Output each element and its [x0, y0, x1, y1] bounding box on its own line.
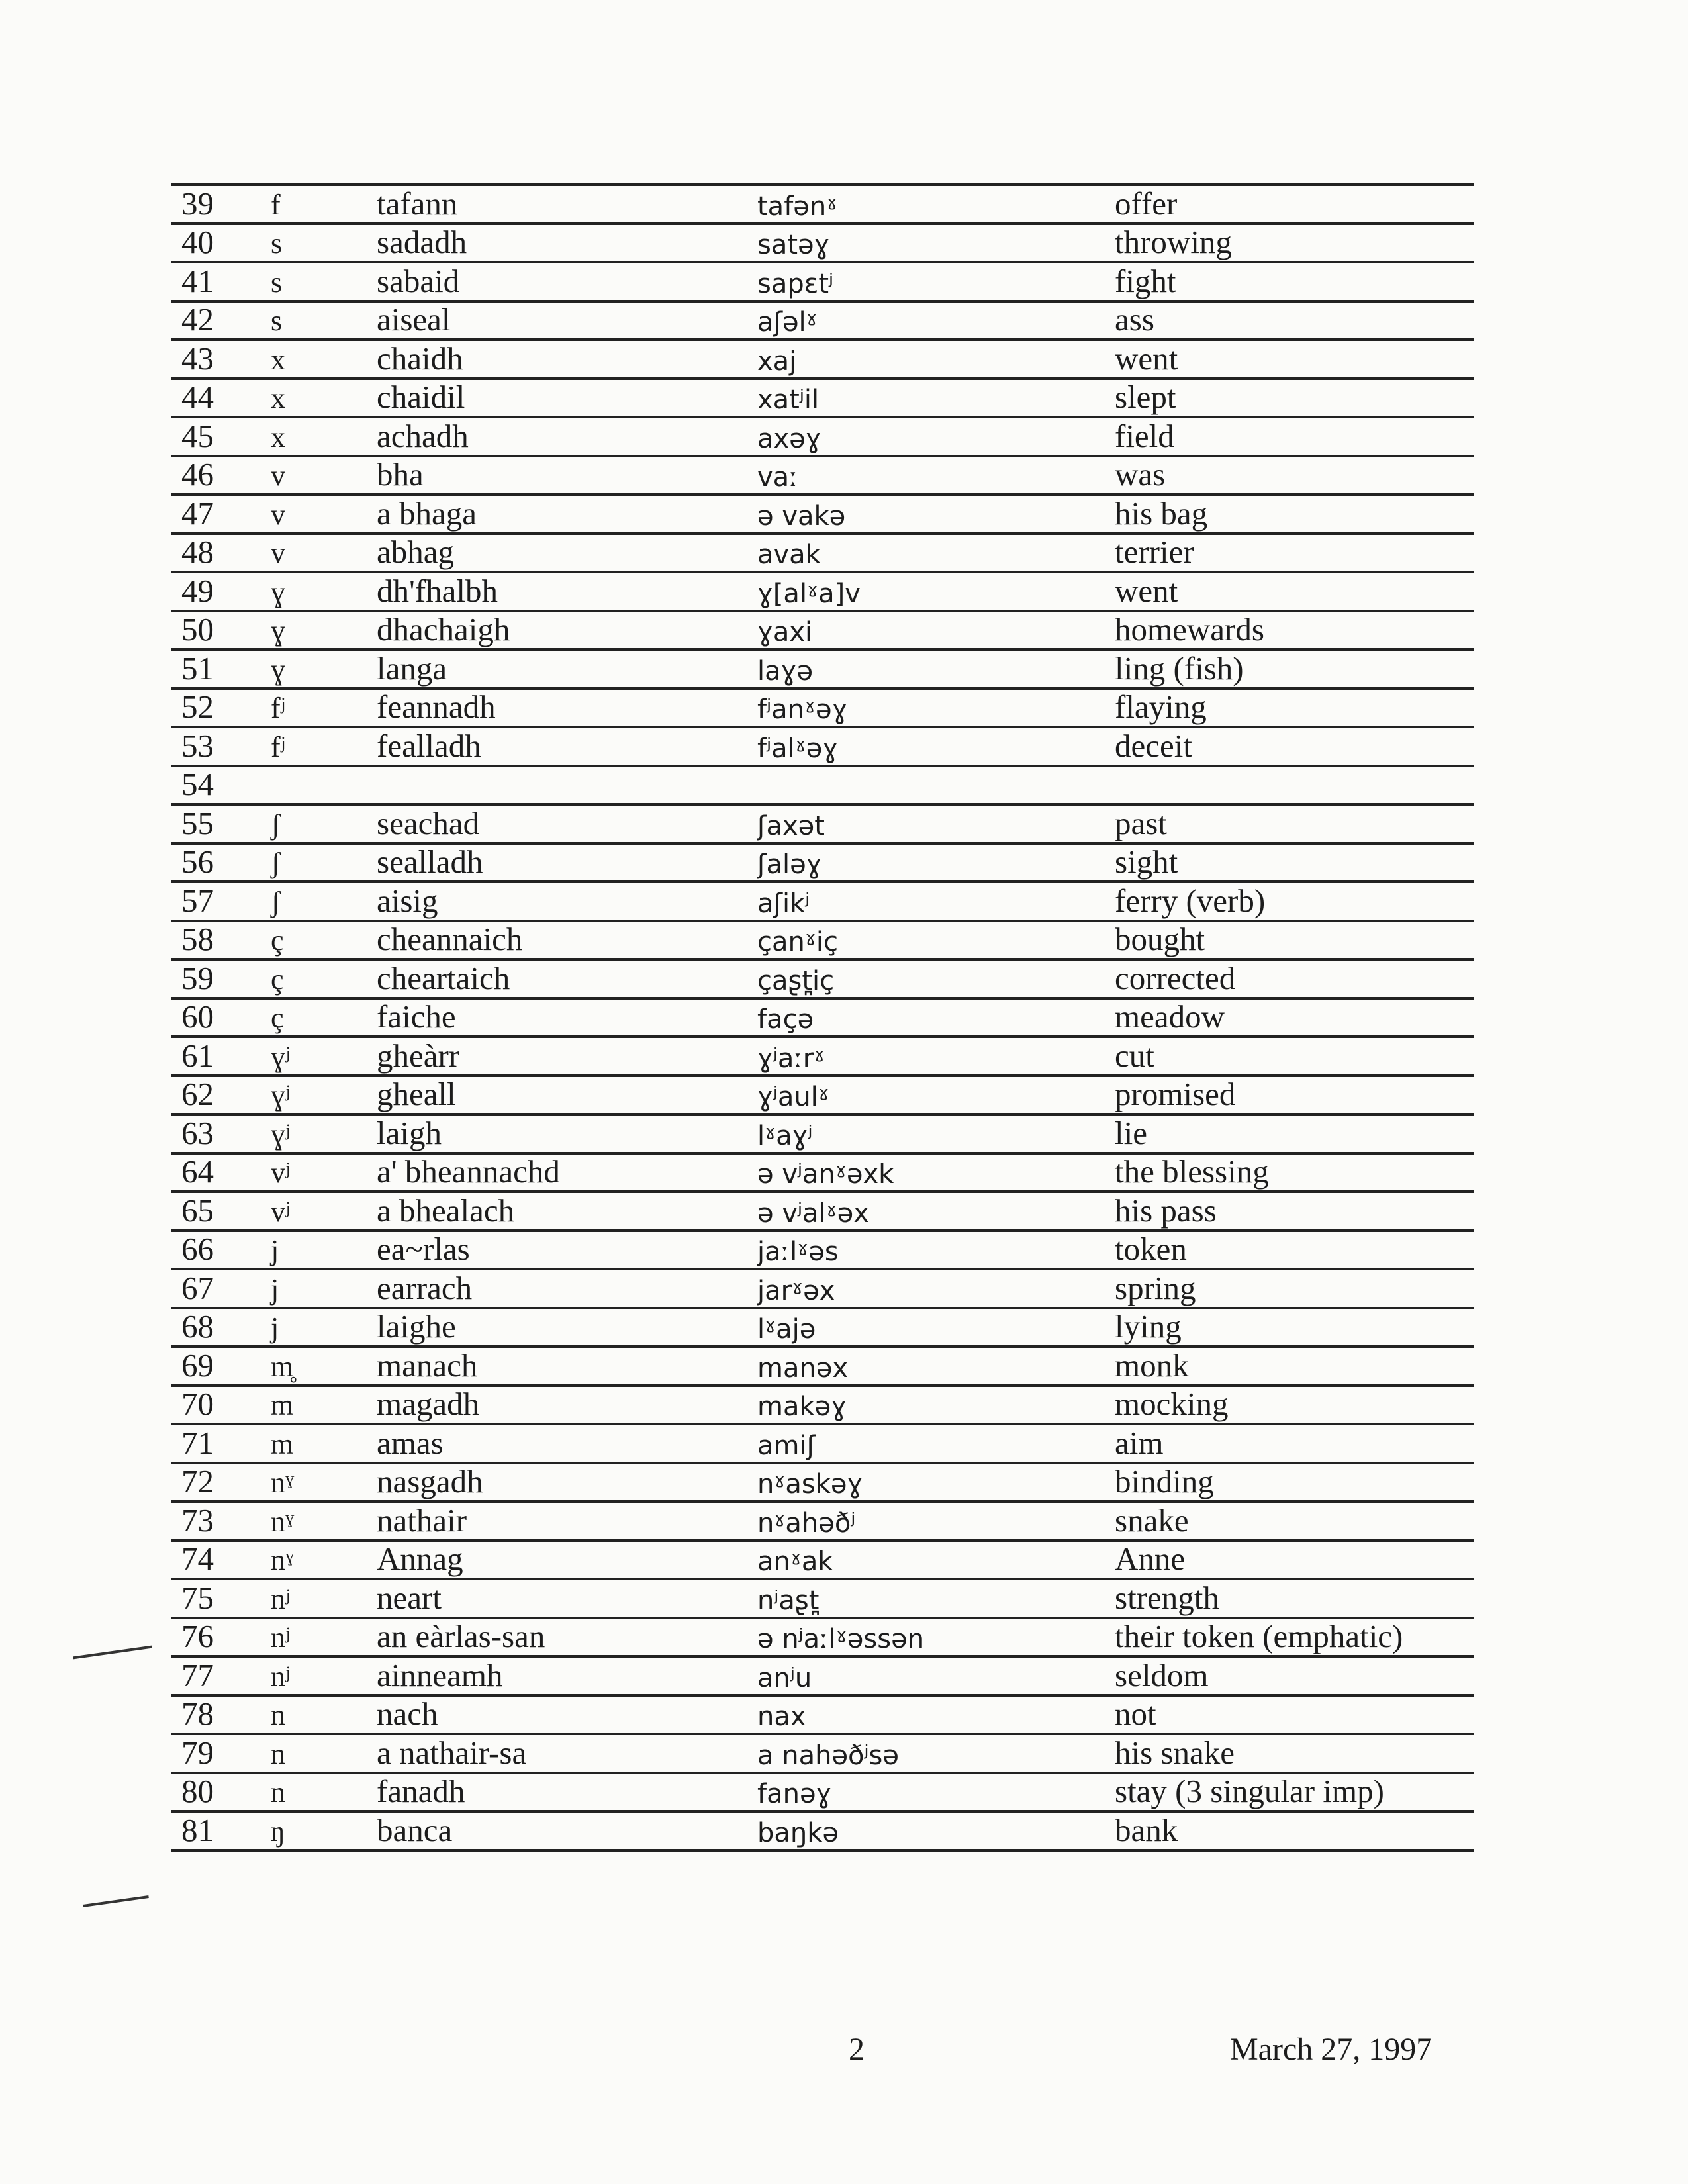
phoneme-symbol: s — [271, 305, 283, 337]
ipa-transcription: axəɣ — [757, 423, 821, 454]
english-gloss: mocking — [1115, 1386, 1229, 1422]
english-gloss: ferry (verb) — [1115, 882, 1266, 919]
phoneme-symbol: ɣʲ — [271, 1117, 290, 1151]
ipa-transcription: laɣə — [757, 655, 814, 687]
ipa-transcription: ʃaxət — [757, 810, 825, 841]
phoneme-symbol: vʲ — [271, 1195, 290, 1228]
row-number: 73 — [181, 1501, 214, 1539]
ipa-transcription: anˠak — [757, 1546, 833, 1577]
row-number: 48 — [181, 534, 214, 570]
phonetic-table — [171, 183, 1474, 1852]
english-gloss: past — [1115, 804, 1167, 841]
ipa-transcription: nʲaʂt̪ — [757, 1585, 820, 1616]
table-row — [171, 1658, 1474, 1697]
gaelic-word: banca — [377, 1811, 453, 1848]
ipa-transcription: lˠaɣʲ — [757, 1120, 813, 1151]
row-number: 67 — [181, 1269, 214, 1306]
ipa-transcription: ɣʲaulˠ — [757, 1082, 829, 1112]
ipa-transcription: amiʃ — [757, 1430, 816, 1461]
ipa-transcription: ə vʲalˠəx — [757, 1198, 869, 1229]
table-row — [171, 1270, 1474, 1309]
table-row — [171, 1697, 1474, 1736]
phoneme-symbol: ɣʲ — [271, 1079, 290, 1112]
gaelic-word: ainneamh — [377, 1656, 503, 1693]
phoneme-symbol: ɣ — [271, 575, 285, 608]
table-row — [171, 767, 1474, 806]
ipa-transcription: avak — [757, 540, 821, 570]
row-number: 60 — [181, 998, 214, 1035]
table-row — [171, 1619, 1474, 1658]
ipa-transcription: sapɛtʲ — [757, 268, 834, 299]
english-gloss: field — [1115, 417, 1174, 454]
gaelic-word: neart — [377, 1579, 442, 1616]
phoneme-symbol: ç — [271, 924, 284, 957]
phoneme-symbol: v — [271, 498, 285, 531]
row-number: 79 — [181, 1734, 214, 1771]
gaelic-word: faiche — [377, 998, 456, 1035]
english-gloss: went — [1115, 572, 1178, 609]
english-gloss: sight — [1115, 843, 1178, 880]
gaelic-word: tafann — [377, 185, 458, 222]
row-number: 63 — [181, 1114, 214, 1151]
phoneme-symbol: n — [271, 1776, 285, 1809]
gaelic-word: manach — [377, 1347, 478, 1384]
table-row — [171, 806, 1474, 845]
english-gloss: corrected — [1115, 959, 1236, 996]
english-gloss: bank — [1115, 1811, 1178, 1848]
english-gloss: fight — [1115, 262, 1176, 299]
ipa-transcription: ə vʲanˠəxk — [757, 1159, 894, 1190]
row-number: 71 — [181, 1424, 214, 1461]
pen-mark — [83, 1895, 149, 1907]
table-row — [171, 1193, 1474, 1232]
row-number: 45 — [181, 417, 214, 454]
table-row — [171, 418, 1474, 457]
ipa-transcription: çaʂt̪iç — [757, 965, 835, 996]
gaelic-word: laighe — [377, 1308, 456, 1345]
table-row — [171, 612, 1474, 651]
row-number: 44 — [181, 379, 214, 415]
row-number: 66 — [181, 1231, 214, 1267]
phoneme-symbol: v — [271, 537, 285, 569]
phoneme-symbol: vʲ — [271, 1157, 290, 1189]
page-number: 2 — [849, 2032, 865, 2067]
table-row — [171, 690, 1474, 729]
phoneme-symbol: ʃ — [271, 847, 281, 879]
english-gloss: his pass — [1115, 1192, 1217, 1229]
gaelic-word: abhag — [377, 534, 454, 570]
english-gloss: lie — [1115, 1114, 1147, 1151]
gaelic-word: a bhealach — [377, 1192, 515, 1229]
row-number: 46 — [181, 456, 214, 493]
row-number: 53 — [181, 727, 214, 764]
english-gloss: went — [1115, 340, 1178, 377]
ipa-transcription: satəɣ — [757, 230, 830, 260]
gaelic-word: nach — [377, 1695, 438, 1732]
row-number: 41 — [181, 262, 214, 299]
ipa-transcription: ə vakə — [757, 500, 846, 532]
row-number: 59 — [181, 959, 214, 996]
gaelic-word: achadh — [377, 417, 469, 454]
ipa-transcription: anʲu — [757, 1662, 812, 1693]
gaelic-word — [377, 800, 757, 803]
phoneme-symbol: j — [271, 1311, 279, 1344]
table-row — [171, 496, 1474, 535]
gaelic-word: seachad — [377, 804, 480, 841]
phoneme-symbol: nˠ — [271, 1505, 294, 1538]
gaelic-word: cheannaich — [377, 921, 523, 957]
gaelic-word: fanadh — [377, 1773, 465, 1809]
phoneme-symbol: fʲ — [271, 730, 285, 763]
phoneme-symbol: nʲ — [271, 1660, 290, 1693]
table-row — [171, 1542, 1474, 1581]
ipa-transcription: xatʲil — [757, 385, 820, 415]
table-row — [171, 728, 1474, 767]
table-row — [171, 1155, 1474, 1194]
gaelic-word: an eàrlas-san — [377, 1618, 545, 1654]
ipa-transcription: xaj — [757, 346, 797, 377]
english-gloss: meadow — [1115, 998, 1225, 1035]
table-row — [171, 573, 1474, 612]
ipa-transcription: aʃikʲ — [757, 888, 810, 919]
row-number: 39 — [181, 185, 214, 222]
english-gloss: lying — [1115, 1308, 1182, 1345]
ipa-transcription: ʃaləɣ — [757, 849, 822, 880]
phoneme-symbol: x — [271, 382, 285, 414]
row-number: 68 — [181, 1308, 214, 1345]
phoneme-symbol: ç — [271, 1002, 284, 1034]
english-gloss: deceit — [1115, 727, 1192, 764]
table-row — [171, 535, 1474, 574]
ipa-transcription: baŋkə — [757, 1817, 839, 1848]
gaelic-word: chaidh — [377, 340, 463, 377]
phoneme-symbol: x — [271, 420, 285, 453]
english-gloss: offer — [1115, 185, 1178, 222]
phoneme-symbol: s — [271, 227, 283, 260]
phoneme-symbol: v — [271, 459, 285, 492]
english-gloss: strength — [1115, 1579, 1219, 1616]
phoneme-symbol: ɣ — [271, 614, 285, 647]
ipa-transcription: façə — [757, 1004, 814, 1035]
gaelic-word: dh'fhalbh — [377, 572, 498, 609]
row-number: 72 — [181, 1463, 214, 1499]
table-row — [171, 845, 1474, 884]
ipa-transcription: tafənˠ — [757, 191, 838, 222]
row-number: 64 — [181, 1153, 214, 1190]
english-gloss: snake — [1115, 1501, 1189, 1539]
english-gloss: was — [1115, 456, 1166, 493]
table-row — [171, 883, 1474, 922]
gaelic-word: amas — [377, 1424, 444, 1461]
row-number: 57 — [181, 882, 214, 919]
phoneme-symbol: x — [271, 343, 285, 376]
phoneme-symbol: fʲ — [271, 692, 285, 724]
phoneme-symbol: n — [271, 1737, 285, 1770]
english-gloss: bought — [1115, 921, 1205, 957]
row-number: 65 — [181, 1192, 214, 1229]
ipa-transcription: nˠahəðʲ — [757, 1507, 856, 1539]
phoneme-symbol: ɣʲ — [271, 1040, 290, 1073]
gaelic-word: earrach — [377, 1269, 473, 1306]
phoneme-symbol: m — [271, 1389, 294, 1421]
row-number: 50 — [181, 611, 214, 647]
row-number: 42 — [181, 301, 214, 338]
table-row — [171, 1309, 1474, 1349]
table-row — [171, 1813, 1474, 1852]
english-gloss: binding — [1115, 1463, 1214, 1499]
phoneme-symbol: ʃ — [271, 808, 281, 841]
table-row — [171, 303, 1474, 342]
phoneme-symbol: nʲ — [271, 1621, 290, 1654]
gaelic-word: ea~rlas — [377, 1231, 470, 1267]
row-number: 75 — [181, 1579, 214, 1616]
row-number: 69 — [181, 1347, 214, 1384]
ipa-transcription: nax — [757, 1701, 806, 1732]
row-number: 70 — [181, 1386, 214, 1422]
ipa-transcription: lˠajə — [757, 1314, 816, 1345]
ipa-transcription: jarˠəx — [757, 1275, 835, 1306]
table-row — [171, 263, 1474, 303]
ipa-transcription: manəx — [757, 1353, 849, 1384]
phoneme-symbol: m — [271, 1427, 294, 1460]
row-number: 74 — [181, 1541, 214, 1577]
gaelic-word: a' bheannachd — [377, 1153, 560, 1190]
ipa-transcription — [757, 800, 1115, 803]
phoneme-symbol: ŋ — [271, 1815, 285, 1848]
gaelic-word: feannadh — [377, 688, 496, 725]
gaelic-word: sealladh — [377, 843, 483, 880]
row-number: 76 — [181, 1618, 214, 1654]
table-row — [171, 1348, 1474, 1387]
gaelic-word: magadh — [377, 1386, 480, 1422]
ipa-transcription: fanəɣ — [757, 1779, 832, 1809]
row-number: 58 — [181, 921, 214, 957]
gaelic-word: nasgadh — [377, 1463, 483, 1499]
ipa-transcription: ɣʲaːrˠ — [757, 1043, 825, 1074]
english-gloss: Anne — [1115, 1541, 1186, 1577]
english-gloss: spring — [1115, 1269, 1196, 1306]
ipa-transcription: ə nʲaːlˠəssən — [757, 1624, 925, 1654]
table-row — [171, 1464, 1474, 1503]
english-gloss: cut — [1115, 1037, 1154, 1074]
gaelic-word: a nathair-sa — [377, 1734, 527, 1771]
english-gloss: slept — [1115, 379, 1176, 415]
row-number: 55 — [181, 804, 214, 841]
gaelic-word: aiseal — [377, 301, 451, 338]
gaelic-word: langa — [377, 649, 447, 687]
english-gloss: monk — [1115, 1347, 1189, 1384]
gaelic-word: dhachaigh — [377, 611, 510, 647]
gaelic-word: chaidil — [377, 379, 465, 415]
row-number: 77 — [181, 1656, 214, 1693]
table-row — [171, 380, 1474, 419]
table-row — [171, 457, 1474, 497]
row-number: 61 — [181, 1037, 214, 1074]
english-gloss — [1115, 800, 1474, 803]
row-number: 52 — [181, 688, 214, 725]
row-number: 49 — [181, 572, 214, 609]
ipa-transcription: çanˠiç — [757, 927, 838, 957]
table-row — [171, 922, 1474, 961]
table-row — [171, 651, 1474, 690]
row-number: 78 — [181, 1695, 214, 1732]
pen-mark — [73, 1646, 152, 1660]
row-number: 62 — [181, 1076, 214, 1112]
phoneme-symbol: ʃ — [271, 885, 281, 918]
phoneme-symbol: nʲ — [271, 1582, 290, 1615]
phoneme-symbol: s — [271, 265, 283, 299]
ipa-transcription: ɣ[alˠa]v — [757, 578, 861, 609]
gaelic-word: sabaid — [377, 262, 460, 299]
english-gloss: their token (emphatic) — [1115, 1618, 1403, 1654]
table-row — [171, 961, 1474, 1000]
table-row — [171, 186, 1474, 225]
phoneme-symbol — [271, 800, 377, 803]
row-number: 80 — [181, 1773, 214, 1809]
row-number: 81 — [181, 1811, 214, 1848]
ipa-transcription: jaːlˠəs — [757, 1237, 839, 1267]
gaelic-word: laigh — [377, 1114, 442, 1151]
gaelic-word: gheall — [377, 1076, 456, 1112]
english-gloss: seldom — [1115, 1656, 1209, 1693]
ipa-transcription: fʲalˠəɣ — [757, 733, 839, 764]
gaelic-word: Annag — [377, 1541, 463, 1577]
phoneme-symbol: m̥ — [271, 1350, 294, 1383]
english-gloss: his bag — [1115, 495, 1208, 532]
english-gloss: throwing — [1115, 224, 1232, 260]
phoneme-symbol: j — [271, 1234, 279, 1266]
english-gloss: token — [1115, 1231, 1187, 1267]
gaelic-word: cheartaich — [377, 959, 510, 996]
gaelic-word: nathair — [377, 1501, 467, 1539]
phoneme-symbol: n — [271, 1699, 285, 1731]
ipa-transcription: nˠaskəɣ — [757, 1469, 863, 1499]
table-row — [171, 1580, 1474, 1619]
english-gloss: stay (3 singular imp) — [1115, 1773, 1384, 1809]
table-row — [171, 225, 1474, 264]
table-row — [171, 1077, 1474, 1116]
table-row — [171, 1503, 1474, 1542]
ipa-transcription: makəɣ — [757, 1392, 847, 1422]
table-row — [171, 341, 1474, 380]
ipa-transcription: aʃəlˠ — [757, 307, 818, 338]
english-gloss: aim — [1115, 1424, 1164, 1461]
row-number: 47 — [181, 495, 214, 532]
table-row — [171, 1038, 1474, 1077]
row-number: 51 — [181, 649, 214, 687]
phoneme-symbol: nˠ — [271, 1544, 294, 1576]
english-gloss: ling (fish) — [1115, 649, 1244, 687]
ipa-transcription: vaː — [757, 462, 798, 493]
english-gloss: homewards — [1115, 611, 1264, 647]
phoneme-symbol: ɣ — [271, 653, 285, 686]
table-row — [171, 1774, 1474, 1813]
gaelic-word: a bhaga — [377, 495, 477, 532]
table-row — [171, 1425, 1474, 1464]
phoneme-symbol: j — [271, 1272, 279, 1306]
row-number: 54 — [181, 766, 214, 802]
phoneme-symbol: ç — [271, 963, 284, 996]
gaelic-word: sadadh — [377, 224, 467, 260]
ipa-transcription: fʲanˠəɣ — [757, 694, 848, 725]
phoneme-symbol: f — [271, 188, 281, 221]
english-gloss: terrier — [1115, 534, 1194, 570]
english-gloss: his snake — [1115, 1734, 1235, 1771]
english-gloss: flaying — [1115, 688, 1207, 725]
english-gloss: not — [1115, 1695, 1156, 1732]
phoneme-symbol: nˠ — [271, 1466, 294, 1499]
english-gloss: promised — [1115, 1076, 1236, 1112]
row-number: 56 — [181, 843, 214, 880]
row-number: 43 — [181, 340, 214, 377]
table-row — [171, 1000, 1474, 1039]
english-gloss: ass — [1115, 301, 1154, 338]
ipa-transcription: ɣaxi — [757, 617, 813, 647]
table-row — [171, 1232, 1474, 1271]
gaelic-word: aisig — [377, 882, 438, 919]
document-date: March 27, 1997 — [1230, 2032, 1432, 2067]
ipa-transcription: a nahəðʲsə — [757, 1740, 899, 1771]
table-row — [171, 1387, 1474, 1426]
english-gloss: the blessing — [1115, 1153, 1269, 1190]
gaelic-word: gheàrr — [377, 1037, 460, 1074]
gaelic-word: bha — [377, 456, 424, 493]
gaelic-word: fealladh — [377, 727, 481, 764]
table-row — [171, 1116, 1474, 1155]
row-number: 40 — [181, 224, 214, 260]
table-row — [171, 1735, 1474, 1774]
